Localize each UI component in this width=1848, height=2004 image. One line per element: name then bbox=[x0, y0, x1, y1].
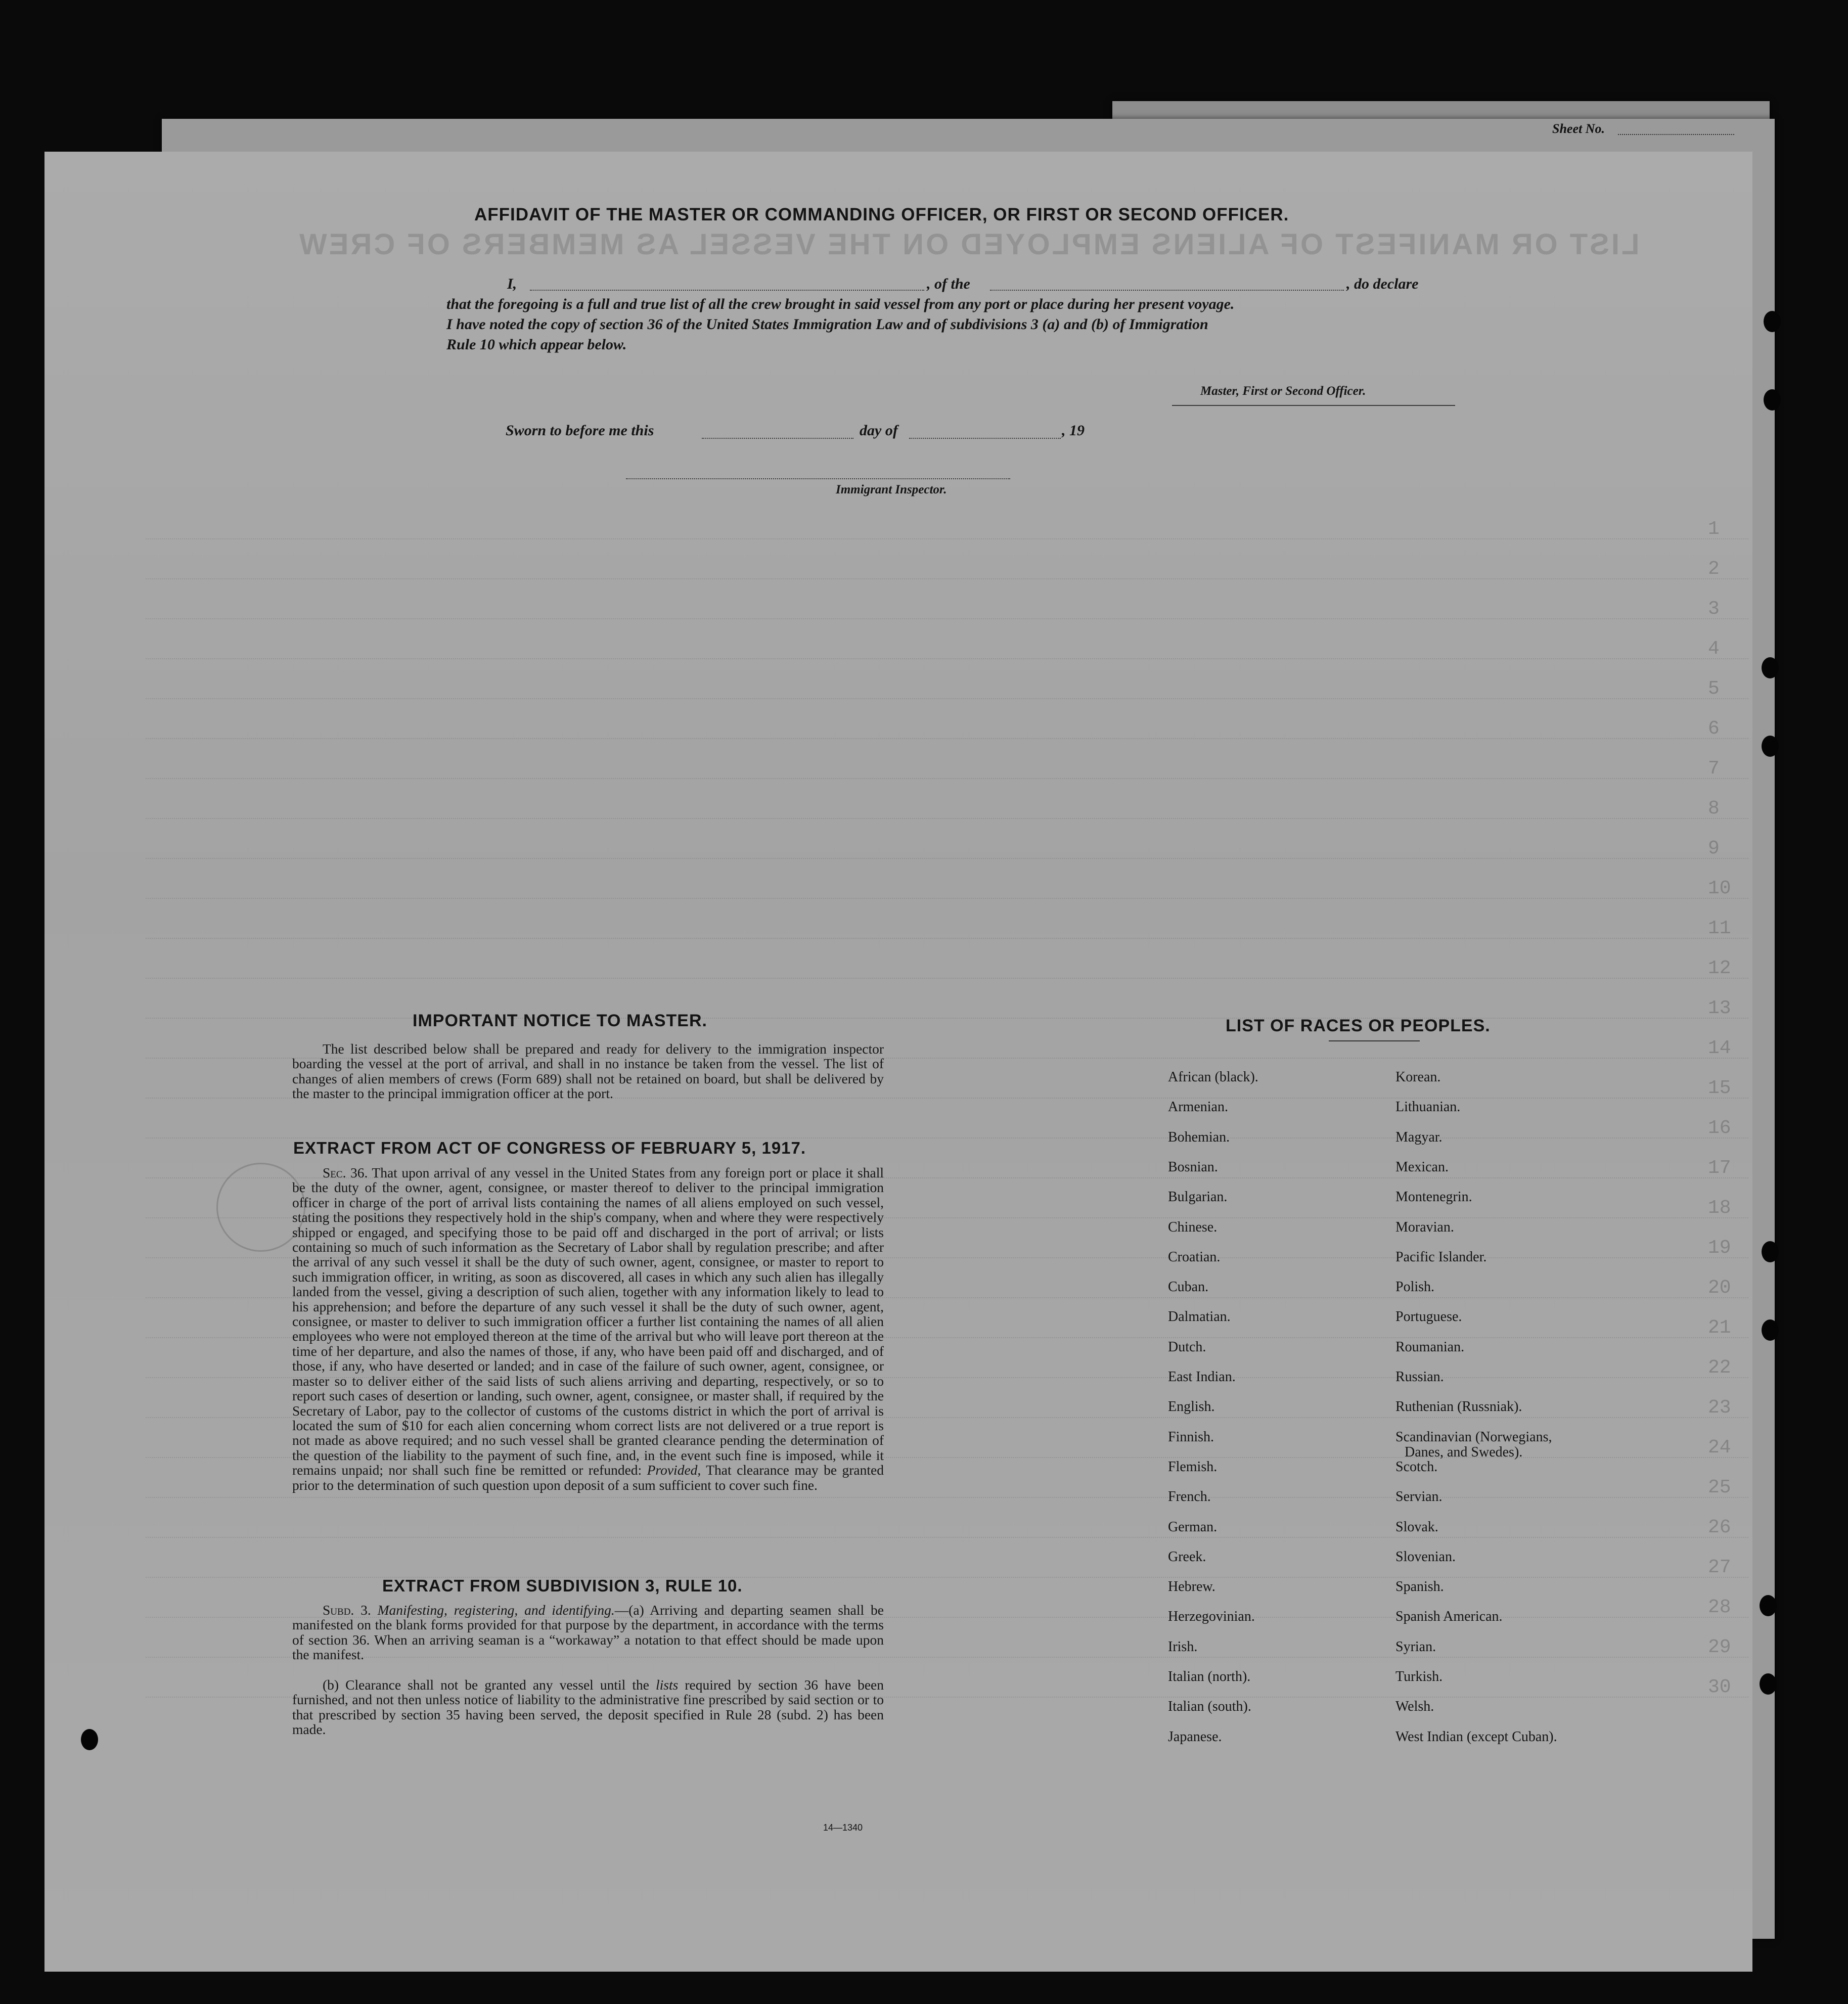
affidavit-title: AFFIDAVIT OF THE MASTER OR COMMANDING OFFICER, OR FIRST OR SECOND OFFICER. bbox=[474, 205, 1289, 224]
bleed-through-row-number: 10 bbox=[1708, 878, 1731, 899]
para-b-end: required by section 36 have been furnished, and not then unless notice of liability to the administrative fine prescribed by said section or to that prescribed by section 35 having been served, the deposit specified in Rule 28 (subd. 2) has been made. bbox=[292, 1677, 884, 1738]
race-item: Roumanian. bbox=[1395, 1339, 1465, 1355]
bleed-through-row-number: 21 bbox=[1708, 1317, 1731, 1339]
bleed-through-row-number: 17 bbox=[1708, 1157, 1731, 1179]
race-item: Spanish. bbox=[1395, 1579, 1444, 1595]
race-item: Bohemian. bbox=[1168, 1129, 1230, 1145]
race-item: Scandinavian (Norwegians, bbox=[1395, 1429, 1552, 1445]
bleed-through-row-line bbox=[146, 578, 1748, 580]
race-item: Turkish. bbox=[1395, 1669, 1443, 1684]
section-36-text: That upon arrival of any vessel in the United States from any foreign port or place it shall be the duty of the owner, agent, consignee, or master thereof to deliver to the principal immigration officer in charge of the port of arrival lists containing the names of all aliens employed on such vessel, stating the positions they respectively hold in the ship's company, when and where they were respectively shipped or engaged, and specifying those to be paid off and discharged in the port of arrival; or lists containing so much of such information as the Secretary of Labor shall by regulation prescribe; and after the arrival of any such vessel it shall be the duty of such owner, agent, consignee, or master to report to such immigration officer, in writing, as soon as discovered, all cases in which any such alien has illegally landed from the vessel, giving a description of such alien, together with any information likely to lead to his apprehension; and before the departure of any such vessel it shall be the duty of such owner, agent, consignee, or master to deliver to such immigration officer a further list containing the names of all alien employees who were not employed thereon at the time of the arrival but who will leave port thereon at the time of her departure, and also the names of those, if any, who have been paid off and discharged, and of those, if any, who have deserted or landed; and in case of the failure of such owner, agent, consignee, or master so to deliver either of the said lists of such aliens arriving and departing, respectively, or so to report such cases of desertion or landing, such owner, agent, consignee, or master shall, if required by the Secretary of Labor, pay to the collector of customs of the customs district in which the port of arrival is located the sum of $10 for each alien concerning whom correct lists are not delivered or a true report is not made as above required; and no such vessel shall be granted clearance pending the determination of the question of the liability to the payment of such fine, and, in the event such fine is imposed, while it remains unpaid; nor shall such fine be remitted or refunded: bbox=[292, 1165, 884, 1478]
race-item: Pacific Islander. bbox=[1395, 1249, 1487, 1265]
race-item: Slovenian. bbox=[1395, 1548, 1456, 1565]
extract-rule-title: EXTRACT FROM SUBDIVISION 3, RULE 10. bbox=[382, 1576, 743, 1595]
punch-hole bbox=[1760, 1595, 1777, 1616]
race-item: Ruthenian (Russniak). bbox=[1395, 1399, 1522, 1415]
bleed-through-row-number: 23 bbox=[1708, 1397, 1731, 1419]
bleed-through-row-line bbox=[146, 898, 1748, 899]
para-b-start: (b) Clearance shall not be granted any vessel until the bbox=[323, 1677, 649, 1693]
bleed-through-row-number: 19 bbox=[1708, 1237, 1731, 1259]
bleed-through-row-number: 9 bbox=[1708, 838, 1720, 859]
extract-act-title: EXTRACT FROM ACT OF CONGRESS OF FEBRUARY 5, 1917. bbox=[293, 1138, 806, 1157]
race-item: Welsh. bbox=[1395, 1699, 1434, 1715]
race-item: Servian. bbox=[1395, 1489, 1443, 1505]
name-blank bbox=[530, 289, 924, 291]
race-item: Greek. bbox=[1168, 1548, 1206, 1565]
race-item: Japanese. bbox=[1168, 1728, 1222, 1745]
race-item: Lithuanian. bbox=[1395, 1099, 1461, 1115]
form-number: 14—1340 bbox=[823, 1823, 863, 1833]
extract-rule-para-a bbox=[292, 1603, 884, 1662]
master-signature-label: Master, First or Second Officer. bbox=[1200, 384, 1366, 398]
race-item: Herzegovinian. bbox=[1168, 1609, 1255, 1625]
bleed-through-row-line bbox=[146, 698, 1748, 700]
race-item: Finnish. bbox=[1168, 1429, 1214, 1445]
bleed-through-row-number: 22 bbox=[1708, 1357, 1731, 1379]
punch-hole bbox=[1762, 657, 1779, 678]
bleed-through-row-number: 11 bbox=[1708, 918, 1731, 939]
affidavit-line3: I have noted the copy of section 36 of the United States Immigration Law and of subdivisions 3 (a) and (b) of Immigration bbox=[446, 316, 1208, 333]
bleed-through-row-line bbox=[146, 818, 1748, 819]
punch-hole bbox=[1762, 1241, 1779, 1262]
race-item: West Indian (except Cuban). bbox=[1395, 1728, 1557, 1745]
sworn-label: Sworn to before me this bbox=[506, 422, 654, 439]
bleed-through-row-line bbox=[146, 658, 1748, 660]
bleed-through-row-number: 2 bbox=[1708, 558, 1720, 580]
affidavit-line4: Rule 10 which appear below. bbox=[446, 336, 627, 353]
punch-hole bbox=[1760, 1673, 1777, 1695]
subd-heading: Manifesting, registering, and identifying. bbox=[377, 1602, 615, 1618]
sworn-day-blank bbox=[702, 437, 853, 439]
bleed-through-row-line bbox=[146, 618, 1748, 620]
race-item: Slovak. bbox=[1395, 1519, 1438, 1535]
races-title: LIST OF RACES OR PEOPLES. bbox=[1226, 1016, 1491, 1035]
race-item: Bulgarian. bbox=[1168, 1189, 1228, 1205]
manifest-back-page bbox=[44, 152, 1752, 1972]
bleed-through-row-number: 30 bbox=[1708, 1676, 1731, 1698]
bleed-through-row-number: 15 bbox=[1708, 1077, 1731, 1099]
bleed-through-row-line bbox=[146, 978, 1748, 979]
bleed-through-row-number: 27 bbox=[1708, 1557, 1731, 1578]
year-label: , 19 bbox=[1062, 422, 1085, 439]
sworn-month-blank bbox=[909, 437, 1061, 439]
day-of-label: day of bbox=[860, 422, 898, 439]
punch-hole bbox=[1764, 389, 1781, 411]
notice-body: The list described below shall be prepared and ready for delivery to the immigration inspector boarding the vessel at the port of arrival, and shall in no instance be taken from the vessel. The list of changes of alien members of crews (Form 689) shall not be retained on board, but shall be delivered by the master to the principal immigration officer at the port. bbox=[292, 1041, 884, 1102]
race-item: Flemish. bbox=[1168, 1459, 1218, 1475]
para-a-text: —(a) Arriving and departing seamen shall be manifested on the blank forms provided for that purpose by the department, in accordance with the terms of section 36. When an arriving seaman is a “workaway” a notation to that effect should be made upon the manifest. bbox=[292, 1602, 884, 1663]
bleed-through-row-number: 13 bbox=[1708, 997, 1731, 1019]
race-item: Spanish American. bbox=[1395, 1609, 1503, 1625]
bleed-through-row-line bbox=[146, 1018, 1748, 1019]
bleed-through-row-number: 25 bbox=[1708, 1477, 1731, 1498]
bleed-through-row-number: 1 bbox=[1708, 518, 1720, 540]
bleed-through-title: LIST OR MANIFEST OF ALIENS EMPLOYED ON THE VESSEL AS MEMBERS OF CREW bbox=[297, 228, 1640, 261]
punch-hole bbox=[1762, 1319, 1779, 1341]
bleed-through-row-number: 14 bbox=[1708, 1037, 1731, 1059]
sheet-no-label: Sheet No. bbox=[1552, 121, 1605, 136]
race-item: Cuban. bbox=[1168, 1279, 1209, 1295]
para-b-lists: lists bbox=[655, 1677, 679, 1693]
bleed-through-row-number: 20 bbox=[1708, 1277, 1731, 1299]
master-signature-line bbox=[1172, 404, 1455, 406]
bleed-through-row-number: 5 bbox=[1708, 678, 1720, 700]
race-item: Magyar. bbox=[1395, 1129, 1443, 1145]
race-item: African (black). bbox=[1168, 1069, 1258, 1085]
inspector-label: Immigrant Inspector. bbox=[836, 483, 947, 496]
provided-label: Provided, bbox=[647, 1462, 701, 1478]
bleed-through-row-number: 7 bbox=[1708, 758, 1720, 780]
race-item: Montenegrin. bbox=[1395, 1189, 1472, 1205]
punch-hole bbox=[81, 1729, 98, 1750]
bleed-through-row-line bbox=[146, 858, 1748, 859]
subd-label: Subd. 3. bbox=[323, 1602, 371, 1618]
race-item: Chinese. bbox=[1168, 1219, 1218, 1235]
race-item: German. bbox=[1168, 1519, 1218, 1535]
section-36-end: That clearance may be granted prior to the determination of such question upon deposit of a sum sufficient to cover such fine. bbox=[292, 1462, 884, 1493]
sheet-no-blank bbox=[1618, 134, 1734, 135]
bleed-through-row-number: 16 bbox=[1708, 1117, 1731, 1139]
affidavit-line2: that the foregoing is a full and true list of all the crew brought in said vessel from any port or place during her present voyage. bbox=[446, 296, 1235, 312]
race-item: East Indian. bbox=[1168, 1369, 1236, 1385]
affidavit-of-the: , of the bbox=[927, 276, 970, 292]
bleed-through-row-number: 3 bbox=[1708, 598, 1720, 620]
race-item: Syrian. bbox=[1395, 1638, 1436, 1655]
inspector-signature-line bbox=[626, 478, 1010, 479]
race-item: Russian. bbox=[1395, 1369, 1444, 1385]
race-item: Danes, and Swedes). bbox=[1405, 1444, 1523, 1460]
bleed-through-row-number: 12 bbox=[1708, 958, 1731, 979]
punch-hole bbox=[1764, 311, 1781, 332]
bleed-through-row-line bbox=[146, 538, 1748, 540]
extract-act-body bbox=[292, 1165, 884, 1492]
race-item: Moravian. bbox=[1395, 1219, 1454, 1235]
bleed-through-row-number: 18 bbox=[1708, 1197, 1731, 1219]
affidavit-declare: , do declare bbox=[1346, 276, 1419, 292]
race-item: French. bbox=[1168, 1489, 1211, 1505]
race-item: Dutch. bbox=[1168, 1339, 1206, 1355]
vessel-blank bbox=[990, 289, 1344, 291]
bleed-through-row-line bbox=[146, 1537, 1748, 1538]
race-item: Scotch. bbox=[1395, 1459, 1438, 1475]
race-item: Italian (north). bbox=[1168, 1669, 1251, 1684]
notice-title: IMPORTANT NOTICE TO MASTER. bbox=[413, 1011, 707, 1030]
race-item: Korean. bbox=[1395, 1069, 1441, 1085]
section-label: Sec. 36. bbox=[323, 1165, 368, 1180]
race-item: Hebrew. bbox=[1168, 1579, 1215, 1595]
bleed-through-row-line bbox=[146, 1497, 1748, 1498]
bleed-through-row-number: 26 bbox=[1708, 1517, 1731, 1538]
bleed-through-row-line bbox=[146, 938, 1748, 939]
bleed-through-row-number: 4 bbox=[1708, 638, 1720, 660]
race-item: Armenian. bbox=[1168, 1099, 1228, 1115]
race-item: Polish. bbox=[1395, 1279, 1435, 1295]
race-item: Mexican. bbox=[1395, 1159, 1449, 1175]
extract-rule-para-b bbox=[292, 1677, 884, 1737]
bleed-through-row-number: 6 bbox=[1708, 718, 1720, 740]
bleed-through-row-number: 8 bbox=[1708, 798, 1720, 819]
race-item: Dalmatian. bbox=[1168, 1309, 1231, 1325]
race-item: Bosnian. bbox=[1168, 1159, 1218, 1175]
bleed-through-row-line bbox=[146, 738, 1748, 740]
bleed-through-row-number: 29 bbox=[1708, 1636, 1731, 1658]
affidavit-i: I, bbox=[507, 276, 517, 292]
bleed-through-row-line bbox=[146, 778, 1748, 780]
race-item: Portuguese. bbox=[1395, 1309, 1462, 1325]
bleed-through-row-number: 24 bbox=[1708, 1437, 1731, 1459]
races-underline bbox=[1329, 1040, 1420, 1041]
bleed-through-row-number: 28 bbox=[1708, 1597, 1731, 1618]
race-item: Irish. bbox=[1168, 1638, 1198, 1655]
race-item: Italian (south). bbox=[1168, 1699, 1251, 1715]
race-item: English. bbox=[1168, 1399, 1215, 1415]
race-item: Croatian. bbox=[1168, 1249, 1221, 1265]
punch-hole bbox=[1762, 736, 1779, 757]
